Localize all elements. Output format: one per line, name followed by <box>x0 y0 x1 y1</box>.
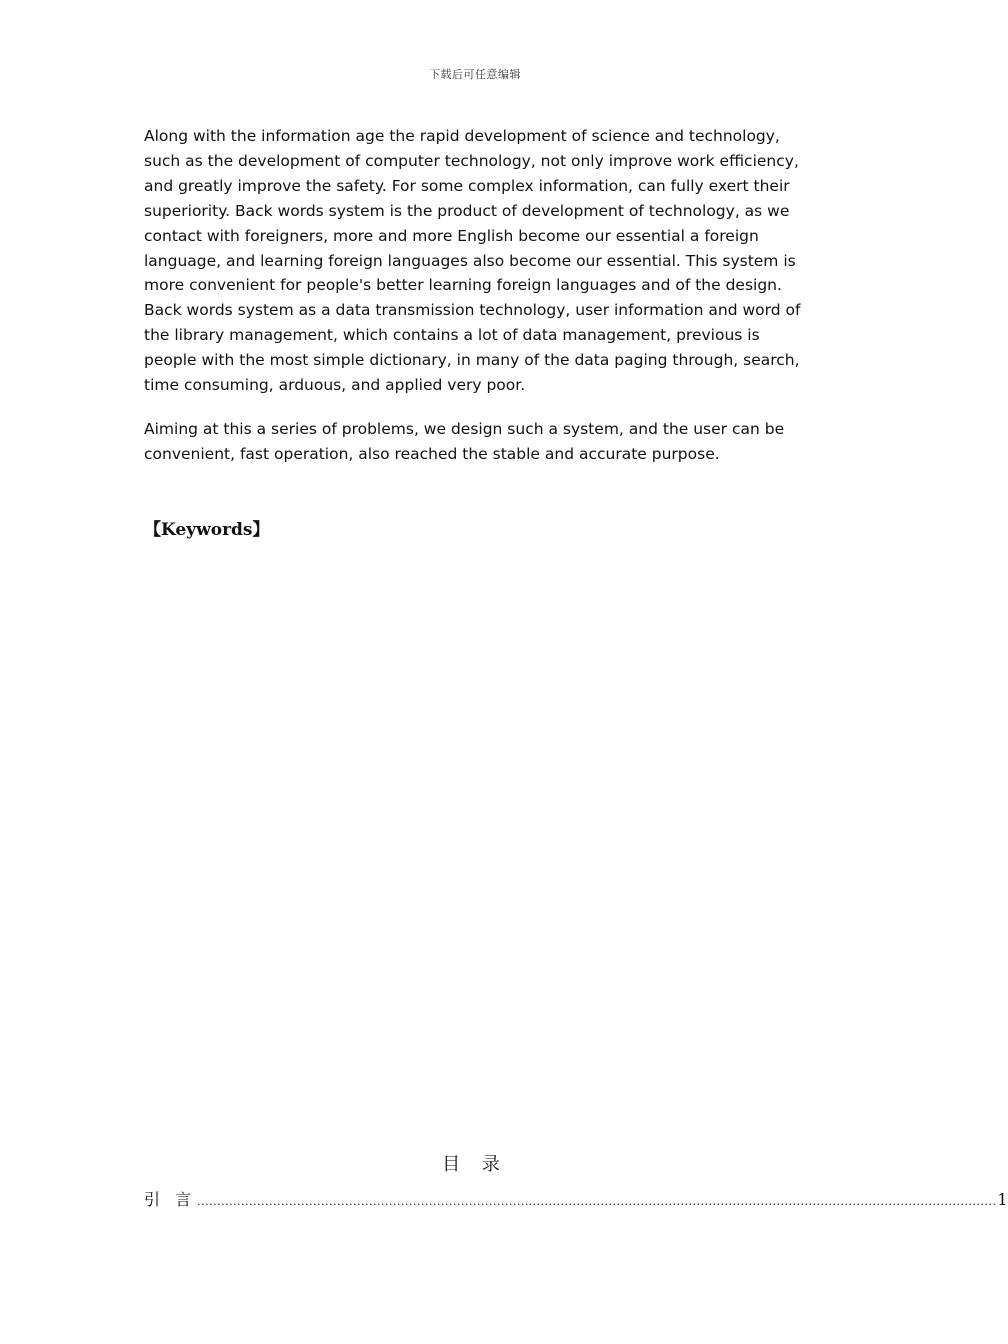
toc-leader-dots: ........................................................................................................................................................................................................ <box>197 1195 997 1208</box>
page-header: 下载后可任意编辑 <box>429 68 521 81</box>
abstract-body <box>144 124 812 467</box>
abstract-paragraph: Along with the information age the rapid development of science and technology, such as the development of computer technology, not only improve work efficiency, and greatly improve the safety. For some complex information, can fully exert their superiority. Back words system is the product of development of technology, as we contact with foreigners, more and more English become our essential a foreign language, and learning foreign languages also become our essential. This system is more convenient for people's better learning foreign languages and of the design. <box>144 127 799 295</box>
toc-entry-label: 引 言 <box>144 1190 197 1209</box>
keywords-heading: 【Keywords】 <box>144 520 270 540</box>
toc-title: 目 录 <box>442 1154 508 1175</box>
abstract-paragraph: Back words system as a data transmission technology, user information and word of the library management, which contains a lot of data management, previous is people with the most simple dictionary, in many of the data paging through, search, time consuming, arduous, and applied very poor. <box>144 301 801 395</box>
toc-entry[interactable] <box>144 1187 1008 1210</box>
toc-entry-page: 1 <box>997 1190 1008 1209</box>
abstract-paragraph: Aiming at this a series of problems, we design such a system, and the user can be convenient, fast operation, also reached the stable and accurate purpose. <box>144 419 785 463</box>
